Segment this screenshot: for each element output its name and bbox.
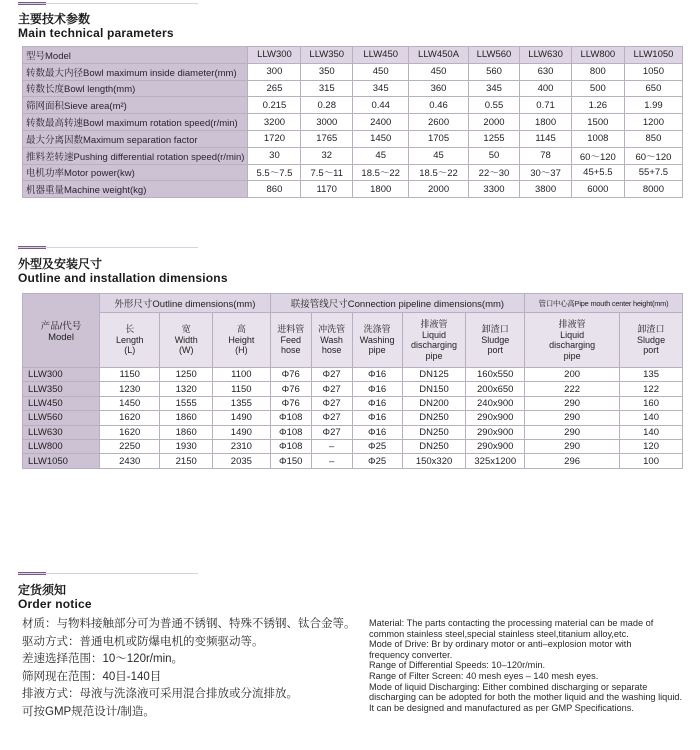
table-row	[23, 130, 683, 147]
table-row	[23, 164, 683, 181]
table-row	[23, 382, 683, 396]
outline-title	[18, 257, 228, 285]
param-value: 1008	[571, 130, 624, 147]
dimension-value: DN250	[402, 439, 466, 453]
model-cell: LLW350	[301, 47, 353, 64]
section-divider	[18, 247, 198, 248]
dimension-value: Φ16	[352, 425, 402, 439]
sub-header-cell	[100, 313, 160, 368]
dimension-value: Φ108	[270, 439, 311, 453]
dimension-value: 1490	[212, 411, 270, 425]
sub-header-cell	[212, 313, 270, 368]
dimension-value: Φ16	[352, 411, 402, 425]
param-value: 650	[624, 80, 682, 97]
dimension-value: Φ16	[352, 396, 402, 410]
dimension-value: Φ27	[311, 382, 352, 396]
order-note-en-line: common stainless steel,special stainless steel,titanium alloy,etc.	[369, 628, 629, 639]
sub-header-line: 长	[125, 324, 135, 335]
dimension-value: 160x550	[466, 368, 525, 382]
main-params-table	[22, 46, 683, 198]
sub-header-line: 排液管	[420, 319, 448, 329]
model-cell: LLW800	[23, 439, 100, 453]
order-note-cn-line: 筛网现在范围：40目-140目	[22, 670, 162, 683]
model-cell: LLW560	[468, 47, 520, 64]
param-value: 2600	[409, 114, 468, 131]
sub-header-line: Width	[174, 334, 198, 345]
sub-header-line: pipe	[368, 345, 386, 356]
param-value: 1705	[409, 130, 468, 147]
model-cell: LLW1050	[23, 454, 100, 468]
order-note-en-line: Mode of liquid Discharging: Either combined discharging or separate	[369, 681, 648, 692]
sub-header-line: 进料管	[277, 324, 305, 335]
table-row	[23, 425, 683, 439]
param-value: 3300	[468, 181, 520, 198]
connection-pipeline-group: 联接管线尺寸Connection pipeline dimensions(mm)	[270, 294, 524, 313]
model-cell: LLW300	[248, 47, 301, 64]
dimension-value: 290x900	[466, 425, 525, 439]
sub-header-cell	[352, 313, 402, 368]
table-group-header-row	[23, 294, 683, 313]
sub-header-cell	[311, 313, 352, 368]
sub-header-cell	[525, 313, 620, 368]
sub-header-line: Liquid	[422, 329, 447, 340]
order-notes-cn	[22, 616, 362, 722]
param-value: 50	[468, 147, 520, 164]
param-value: 350	[301, 63, 353, 80]
table-row	[23, 63, 683, 80]
dimension-value: 135	[620, 368, 683, 382]
param-value: 8000	[624, 181, 682, 198]
param-value: 60～120	[571, 147, 624, 164]
model-header-cell	[23, 294, 100, 368]
dimension-value: 290	[525, 411, 620, 425]
main-params-title	[18, 12, 174, 40]
param-label: 转数最大内径Bowl maximum inside diameter(mm)	[23, 63, 248, 80]
sub-header-cell	[402, 313, 466, 368]
param-value: 0.55	[468, 97, 520, 114]
dimension-value: 1355	[212, 396, 270, 410]
table-row	[23, 411, 683, 425]
param-value: 1255	[468, 130, 520, 147]
sub-header-line: port	[643, 345, 659, 356]
param-value: 22～30	[468, 164, 520, 181]
dimension-value: 1620	[100, 425, 160, 439]
table-row	[23, 147, 683, 164]
dimension-value: Φ108	[270, 411, 311, 425]
sub-header-cell	[620, 313, 683, 368]
param-value: 800	[571, 63, 624, 80]
param-value: 6000	[571, 181, 624, 198]
sub-header-line: 洗涤管	[363, 324, 391, 335]
dimension-value: 1230	[100, 382, 160, 396]
dimension-value: 290	[525, 425, 620, 439]
sub-header-line: discharging	[411, 340, 458, 350]
model-cell: LLW300	[23, 368, 100, 382]
param-value: 18.5～22	[353, 164, 409, 181]
param-label: 转数最高转速Bowl maximum rotation speed(r/min)	[23, 114, 248, 131]
param-value: 30～37	[520, 164, 572, 181]
sub-header-line: Height	[228, 334, 255, 345]
main-params-title-cn: 主要技术参数	[18, 12, 91, 26]
sub-header-line: 高	[236, 324, 246, 335]
dimension-value: 2150	[160, 454, 213, 468]
order-note-en-line: Material: The parts contacting the processing material can be made of	[369, 618, 654, 628]
param-value: 7.5～11	[301, 164, 353, 181]
model-header-cell: 型号Model	[23, 47, 248, 64]
order-note-cn-line: 排液方式：母液与洗涤液可采用混合排放或分流排放。	[22, 688, 298, 701]
dimension-value: 1150	[100, 368, 160, 382]
model-cell: LLW560	[23, 411, 100, 425]
param-value: 0.44	[353, 97, 409, 114]
sub-header-line: pipe	[425, 350, 443, 361]
param-value: 315	[301, 80, 353, 97]
sub-header-line: Length	[115, 334, 144, 345]
param-value: 360	[409, 80, 468, 97]
dimension-value: –	[311, 439, 352, 453]
param-value: 1450	[353, 130, 409, 147]
section-divider	[18, 3, 198, 4]
param-value: 3200	[248, 114, 301, 131]
param-value: 2000	[468, 114, 520, 131]
sub-header-line: Feed	[280, 334, 301, 345]
param-value: 450	[353, 63, 409, 80]
dimension-value: 290	[525, 439, 620, 453]
order-title-en: Order notice	[18, 597, 92, 611]
sub-header-line: Washing	[359, 334, 395, 345]
table-row	[23, 368, 683, 382]
sub-header-line: 宽	[181, 324, 191, 335]
sub-header-line: (W)	[178, 345, 194, 356]
param-value: 1200	[624, 114, 682, 131]
param-value: 1.99	[624, 97, 682, 114]
model-cell: LLW800	[571, 47, 624, 64]
param-value: 78	[520, 147, 572, 164]
param-value: 400	[520, 80, 572, 97]
table-sub-header-row	[23, 313, 683, 368]
param-value: 1170	[301, 181, 353, 198]
dimension-value: 1250	[160, 368, 213, 382]
dimension-value: 1860	[160, 411, 213, 425]
order-note-cn-line: 驱动方式：普通电机或防爆电机的变频驱动等。	[22, 635, 264, 648]
dimension-value: Φ27	[311, 411, 352, 425]
sub-header-line: 冲洗管	[318, 324, 346, 335]
sub-header-line: hose	[280, 345, 301, 356]
param-value: 30	[248, 147, 301, 164]
order-note-en-line: Range of Filter Screen: 40 mesh eyes – 140 mesh eyes.	[369, 670, 599, 681]
sub-header-line: discharging	[549, 340, 596, 350]
param-value: 1800	[520, 114, 572, 131]
sub-header-line: (L)	[124, 345, 136, 356]
table-row	[23, 80, 683, 97]
dimension-value: –	[311, 454, 352, 468]
param-value: 560	[468, 63, 520, 80]
dimension-value: 1620	[100, 411, 160, 425]
param-value: 32	[301, 147, 353, 164]
model-header-en: Model	[48, 332, 74, 343]
param-value: 1500	[571, 114, 624, 131]
dimension-value: 2035	[212, 454, 270, 468]
dimension-value: 1150	[212, 382, 270, 396]
param-value: 45	[409, 147, 468, 164]
sub-header-line: port	[487, 345, 503, 356]
param-value: 0.46	[409, 97, 468, 114]
dimension-value: Φ27	[311, 425, 352, 439]
dimension-value: Φ27	[311, 368, 352, 382]
dimension-value: Φ76	[270, 396, 311, 410]
dimension-value: 150x320	[402, 454, 466, 468]
table-row	[23, 114, 683, 131]
param-value: 18.5～22	[409, 164, 468, 181]
dimension-value: 222	[525, 382, 620, 396]
dimension-value: 2250	[100, 439, 160, 453]
table-header-row	[23, 47, 683, 64]
order-title-cn: 定货须知	[18, 583, 67, 597]
sub-header-line: Sludge	[637, 334, 666, 345]
param-value: 850	[624, 130, 682, 147]
model-cell: LLW1050	[624, 47, 682, 64]
main-params-title-en: Main technical parameters	[18, 26, 174, 40]
sub-header-line: Sludge	[481, 334, 510, 345]
table-row	[23, 97, 683, 114]
param-value: 5.5～7.5	[248, 164, 301, 181]
dimension-value: Φ27	[311, 396, 352, 410]
param-value: 1720	[248, 130, 301, 147]
section-divider	[18, 573, 198, 574]
dimension-value: DN250	[402, 425, 466, 439]
sub-header-line: (H)	[235, 345, 248, 356]
param-value: 345	[353, 80, 409, 97]
param-value: 630	[520, 63, 572, 80]
dimension-value: 290	[525, 396, 620, 410]
param-value: 45	[353, 147, 409, 164]
param-value: 2000	[409, 181, 468, 198]
order-note-cn-line: 材质：与物料接触部分可为普通不锈钢、特殊不锈钢、钛合金等。	[22, 618, 356, 630]
param-value: 0.215	[248, 97, 301, 114]
dimension-value: Φ25	[352, 454, 402, 468]
order-title	[18, 583, 92, 611]
param-label: 转数长度Bowl length(mm)	[23, 80, 248, 97]
param-value: 3800	[520, 181, 572, 198]
sub-header-cell	[270, 313, 311, 368]
param-value: 450	[409, 63, 468, 80]
param-label: 筛网面积Sieve area(m²)	[23, 97, 248, 114]
dimension-value: 296	[525, 454, 620, 468]
outline-title-cn: 外型及安装尺寸	[18, 257, 103, 271]
sub-header-line: Wash	[320, 334, 343, 345]
order-note-cn-line: 可按GMP规范设计/制造。	[22, 705, 155, 718]
dimension-value: 1930	[160, 439, 213, 453]
sub-header-cell	[466, 313, 525, 368]
dimension-value: 200	[525, 368, 620, 382]
model-cell: LLW350	[23, 382, 100, 396]
dimension-value: 140	[620, 411, 683, 425]
sub-header-line: 卸渣口	[481, 324, 509, 335]
dimension-value: DN200	[402, 396, 466, 410]
model-cell: LLW630	[23, 425, 100, 439]
dimension-value: Φ150	[270, 454, 311, 468]
dimension-value: 1555	[160, 396, 213, 410]
param-label: 电机功率Motor power(kw)	[23, 164, 248, 181]
table-row	[23, 181, 683, 198]
order-note-en-line: Range of Differential Speeds: 10–120r/min.	[369, 660, 546, 671]
param-value: 1050	[624, 63, 682, 80]
model-header-cn: 产品/代号	[40, 321, 82, 332]
order-note-cn-line: 差速选择范围：10～120r/min。	[22, 653, 184, 666]
dimension-value: 290x900	[466, 439, 525, 453]
table-row	[23, 396, 683, 410]
outline-table	[22, 293, 683, 469]
dimension-value: 200x650	[466, 382, 525, 396]
dimension-value: Φ25	[352, 439, 402, 453]
param-label: 最大分离因数Maximum separation factor	[23, 130, 248, 147]
dimension-value: 1450	[100, 396, 160, 410]
param-value: 345	[468, 80, 520, 97]
table-row	[23, 439, 683, 453]
param-value: 860	[248, 181, 301, 198]
dimension-value: 120	[620, 439, 683, 453]
param-value: 265	[248, 80, 301, 97]
model-cell: LLW450A	[409, 47, 468, 64]
order-note-en-line: frequency converter.	[369, 649, 453, 660]
dimension-value: 140	[620, 425, 683, 439]
param-value: 0.28	[301, 97, 353, 114]
param-label: 推料差转速Pushing differential rotation speed(r/min)	[23, 147, 248, 164]
param-value: 55+7.5	[624, 164, 682, 181]
dimension-value: 1320	[160, 382, 213, 396]
order-notes-en	[369, 618, 687, 713]
model-cell: LLW450	[23, 396, 100, 410]
dimension-value: 100	[620, 454, 683, 468]
pipe-mouth-height-group: 管口中心高Pipe mouth center height(mm)	[525, 294, 683, 313]
param-value: 3000	[301, 114, 353, 131]
sub-header-line: 卸渣口	[637, 324, 665, 335]
dimension-value: Φ108	[270, 425, 311, 439]
dimension-value: Φ76	[270, 382, 311, 396]
dimension-value: DN150	[402, 382, 466, 396]
dimension-value: 1860	[160, 425, 213, 439]
dimension-value: 240x900	[466, 396, 525, 410]
sub-header-line: hose	[321, 345, 342, 356]
dimension-value: DN125	[402, 368, 466, 382]
param-value: 60～120	[624, 147, 682, 164]
dimension-value: 122	[620, 382, 683, 396]
dimension-value: 160	[620, 396, 683, 410]
param-value: 2400	[353, 114, 409, 131]
dimension-value: 2430	[100, 454, 160, 468]
param-value: 1765	[301, 130, 353, 147]
dimension-value: 1100	[212, 368, 270, 382]
dimension-value: Φ16	[352, 368, 402, 382]
param-value: 1145	[520, 130, 572, 147]
order-note-en-line: Mode of Drive: Br by ordinary motor or anti–explosion motor with	[369, 639, 632, 650]
dimension-value: Φ76	[270, 368, 311, 382]
order-note-en-line: discharging can be adopted for both the mother liquid and the washing liquid.	[369, 692, 683, 703]
sub-header-line: Liquid	[560, 329, 585, 340]
order-note-en-line: It can be designed and manufactured as per GMP Specifications.	[369, 702, 634, 713]
param-value: 1800	[353, 181, 409, 198]
dimension-value: 290x900	[466, 411, 525, 425]
param-value: 300	[248, 63, 301, 80]
param-value: 1.26	[571, 97, 624, 114]
param-label: 机器重量Machine weight(kg)	[23, 181, 248, 198]
model-cell: LLW450	[353, 47, 409, 64]
outline-dimensions-group: 外形尺寸Outline dimensions(mm)	[100, 294, 271, 313]
dimension-value: 1490	[212, 425, 270, 439]
table-row	[23, 454, 683, 468]
dimension-value: DN250	[402, 411, 466, 425]
sub-header-cell	[160, 313, 213, 368]
param-value: 0.71	[520, 97, 572, 114]
dimension-value: 2310	[212, 439, 270, 453]
param-value: 45+5.5	[571, 164, 624, 181]
dimension-value: Φ16	[352, 382, 402, 396]
outline-title-en: Outline and installation dimensions	[18, 271, 228, 285]
param-value: 500	[571, 80, 624, 97]
sub-header-line: 排液管	[558, 319, 586, 329]
sub-header-line: pipe	[563, 350, 581, 361]
dimension-value: 325x1200	[466, 454, 525, 468]
model-cell: LLW630	[520, 47, 572, 64]
